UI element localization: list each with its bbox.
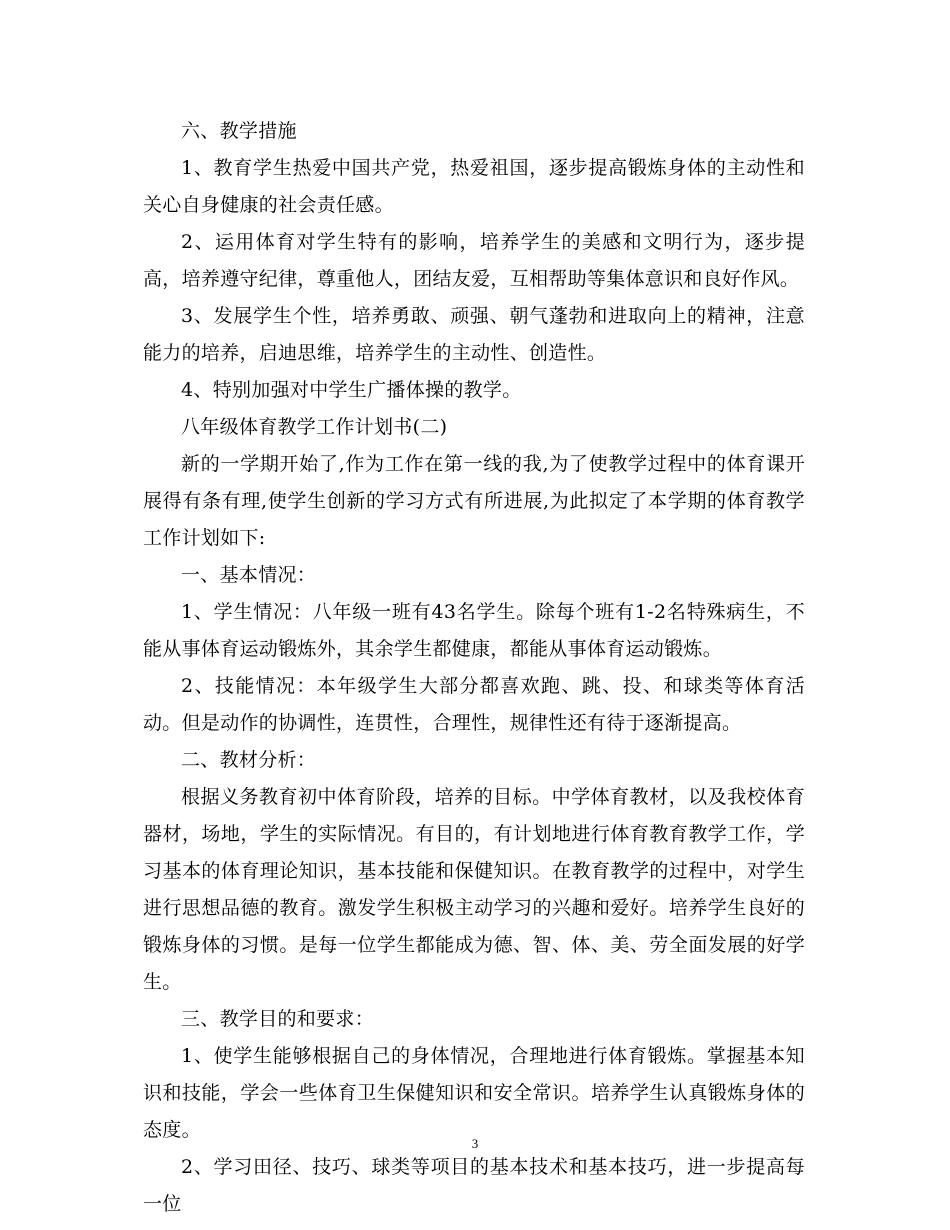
measure-item-4: 4、特别加强对中学生广播体操的教学。 bbox=[181, 379, 522, 401]
basic-situation-item-2: 2、技能情况：本年级学生大部分都喜欢跑、跳、投、和球类等体育活动。但是动作的协调性，连贯性，合理性，规律性还有待于逐渐提高。 bbox=[143, 675, 805, 734]
material-analysis-paragraph: 根据义务教育初中体育阶段，培养的目标。中学体育教材，以及我校体育器材，场地，学生的实际情况。有目的，有计划地进行体育教育教学工作，学习基本的体育理论知识，基本技能和保健知识。在教育教学的过程中，对学生进行思想品德的教育。激发学生积极主动学习的兴趣和爱好。培养学生良好的锻炼身体的习惯。是每一位学生都能成为德、智、体、美、劳全面发展的好学生。 bbox=[143, 786, 805, 993]
intro-paragraph: 新的一学期开始了,作为工作在第一线的我,为了使教学过程中的体育课开展得有条有理,使学生创新的学习方式有所进展,为此拟定了本学期的体育教学工作计划如下: bbox=[143, 453, 805, 549]
document-title-part-2: 八年级体育教学工作计划书(二) bbox=[181, 416, 448, 438]
section-heading-basic-situation: 一、基本情况： bbox=[181, 564, 317, 586]
measure-item-2: 2、运用体育对学生特有的影响，培养学生的美感和文明行为，逐步提高，培养遵守纪律，尊重他人，团结友爱，互相帮助等集体意识和良好作风。 bbox=[143, 231, 805, 290]
measure-item-3: 3、发展学生个性，培养勇敢、顽强、朝气蓬勃和进取向上的精神，注意能力的培养，启迪思维，培养学生的主动性、创造性。 bbox=[143, 305, 805, 364]
teaching-goal-item-1: 1、使学生能够根据自己的身体情况，合理地进行体育锻炼。掌握基本知识和技能，学会一些体育卫生保健知识和安全常识。培养学生认真锻炼身体的态度。 bbox=[143, 1045, 805, 1141]
section-heading-teaching-measures: 六、教学措施 bbox=[181, 120, 297, 142]
measure-item-1: 1、教育学生热爱中国共产党，热爱祖国，逐步提高锻炼身体的主动性和关心自身健康的社会责任感。 bbox=[143, 157, 805, 216]
section-heading-material-analysis: 二、教材分析： bbox=[181, 749, 317, 771]
basic-situation-item-1: 1、学生情况：八年级一班有43名学生。除每个班有1-2名特殊病生，不能从事体育运动锻炼外，其余学生都健康，都能从事体育运动锻炼。 bbox=[143, 601, 805, 660]
section-heading-teaching-goals: 三、教学目的和要求： bbox=[181, 1008, 375, 1030]
page-number: 3 bbox=[471, 1136, 479, 1151]
teaching-goal-item-2: 2、学习田径、技巧、球类等项目的基本技术和基本技巧，进一步提高每一位 bbox=[143, 1156, 805, 1215]
document-body bbox=[143, 113, 805, 1223]
